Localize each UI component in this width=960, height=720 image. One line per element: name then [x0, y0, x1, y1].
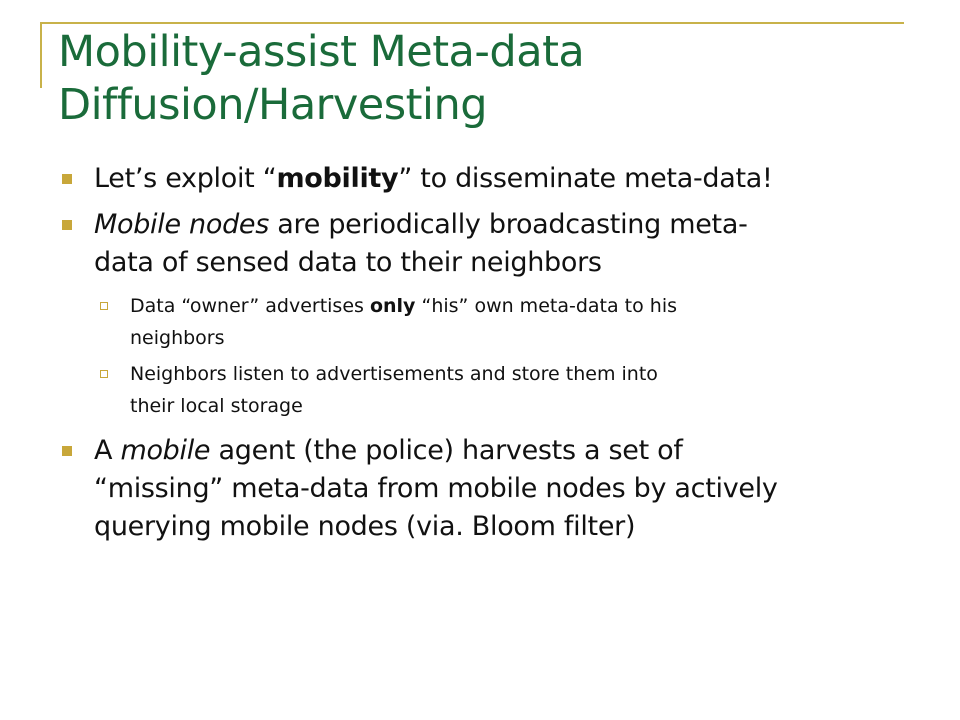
bullet-2-line2: data of sensed data to their neighbors — [94, 247, 602, 278]
slide-title — [58, 26, 918, 132]
subbullet-1-line2: neighbors — [130, 327, 225, 349]
hollow-square-bullet-icon — [100, 302, 108, 310]
bullet-3 — [58, 432, 888, 546]
bullet-1-suffix: ” to disseminate meta-data! — [398, 163, 773, 194]
bullet-2-italic: Mobile nodes — [94, 209, 269, 240]
bullet-2 — [58, 206, 888, 282]
bullet-1-prefix: Let’s exploit “ — [94, 163, 277, 194]
subbullet-2-line1: Neighbors listen to advertisements and store them into — [130, 363, 658, 385]
title-line-2: Diffusion/Harvesting — [58, 80, 488, 130]
square-bullet-icon — [62, 220, 72, 230]
hollow-square-bullet-icon — [100, 370, 108, 378]
bullet-3-line1-rest: agent (the police) harvests a set of — [210, 435, 683, 466]
subbullet-1-prefix: Data “owner” advertises — [130, 295, 370, 317]
title-top-rule — [40, 22, 904, 24]
subbullet-1-suffix: “his” own meta-data to his — [415, 295, 677, 317]
subbullet-2-line2: their local storage — [130, 395, 303, 417]
square-bullet-icon — [62, 446, 72, 456]
bullet-1 — [58, 160, 888, 198]
bullet-3-line3: querying mobile nodes (via. Bloom filter) — [94, 511, 636, 542]
subbullet-1 — [58, 290, 888, 354]
subbullet-2 — [58, 358, 888, 422]
bullet-2-line1-rest: are periodically broadcasting meta- — [269, 209, 748, 240]
slide-body — [58, 160, 888, 554]
square-bullet-icon — [62, 174, 72, 184]
bullet-3-italic: mobile — [120, 435, 211, 466]
title-left-rule — [40, 22, 42, 88]
subbullet-1-bold: only — [369, 295, 416, 317]
bullet-1-bold: mobility — [276, 163, 399, 194]
bullet-3-line2: “missing” meta-data from mobile nodes by actively — [94, 473, 778, 504]
title-line-1: Mobility-assist Meta-data — [58, 27, 585, 77]
bullet-3-prefix: A — [94, 435, 121, 466]
